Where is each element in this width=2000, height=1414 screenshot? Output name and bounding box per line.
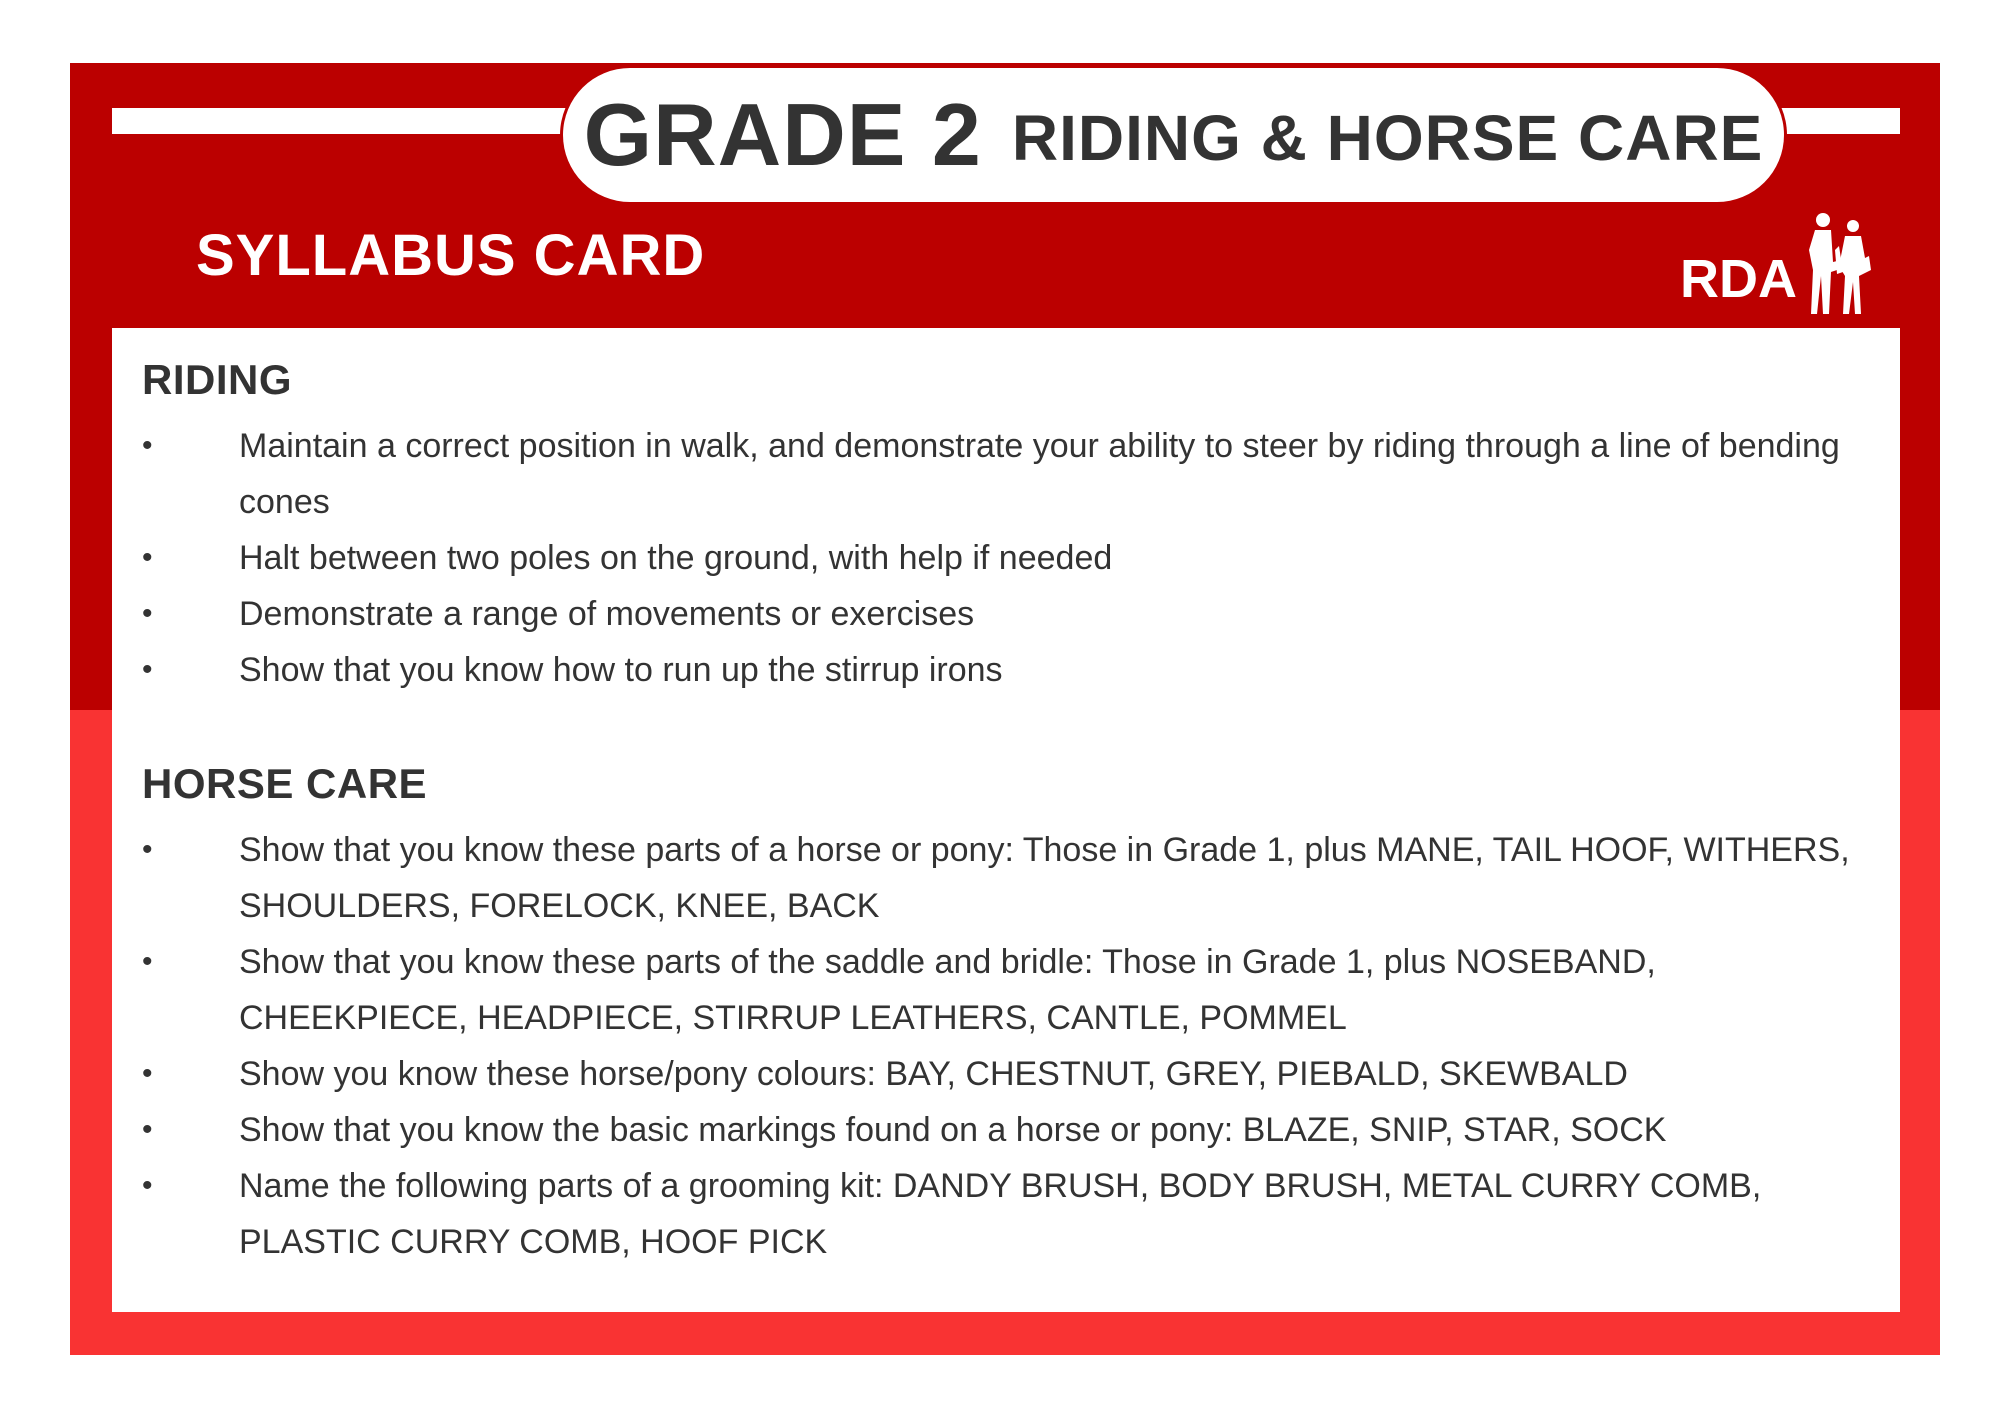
item-text: Show you know these horse/pony colours: BAY, CHESTNUT, GREY, PIEBALD, SKEWBALD <box>239 1055 1628 1093</box>
riding-heading: RIDING <box>142 356 292 403</box>
horse-rider-icon <box>1797 210 1877 320</box>
item-text: Maintain a correct position in walk, and demonstrate your ability to steer by riding through a line of bending cones <box>239 427 1840 521</box>
list-item <box>142 1046 1882 1102</box>
item-text: Show that you know the basic markings found on a horse or pony: BLAZE, SNIP, STAR, SOCK <box>239 1111 1667 1149</box>
rda-logo <box>1680 210 1877 320</box>
list-item <box>142 530 1882 586</box>
logo-text: RDA <box>1680 249 1797 309</box>
title-subject: RIDING & HORSE CARE <box>1011 102 1764 174</box>
list-item <box>142 586 1882 642</box>
riding-list <box>142 418 1882 698</box>
bullet: • <box>142 653 153 686</box>
bullet: • <box>142 833 153 866</box>
bullet: • <box>142 597 153 630</box>
title-banner <box>563 68 1784 202</box>
item-text: Halt between two poles on the ground, with help if needed <box>239 539 1113 577</box>
bullet: • <box>142 541 153 574</box>
item-text: Demonstrate a range of movements or exercises <box>239 595 975 633</box>
bullet: • <box>142 429 153 462</box>
item-text: Show that you know these parts of a horse or pony: Those in Grade 1, plus MANE, TAIL HOOF, WITHERS, SHOULDERS, FORELOCK, KNEE, BACK <box>239 831 1850 925</box>
subtitle-syllabus-card: SYLLABUS CARD <box>196 223 706 288</box>
list-item <box>142 418 1882 530</box>
item-text: Show that you know how to run up the stirrup irons <box>239 651 1003 689</box>
list-item <box>142 934 1882 1046</box>
horse-care-heading: HORSE CARE <box>142 760 428 807</box>
bullet: • <box>142 1113 153 1146</box>
item-text: Name the following parts of a grooming kit: DANDY BRUSH, BODY BRUSH, METAL CURRY COMB, PLASTIC CURRY COMB, HOOF PICK <box>239 1167 1762 1261</box>
header-stripe-left <box>112 108 602 134</box>
horse-care-list <box>142 822 1882 1270</box>
list-item <box>142 822 1882 934</box>
bullet: • <box>142 945 153 978</box>
bullet: • <box>142 1169 153 1202</box>
item-text: Show that you know these parts of the saddle and bridle: Those in Grade 1, plus NOSEBAND, CHEEKPIECE, HEADPIECE, STIRRUP LEATHERS, CANTLE, POMMEL <box>239 943 1656 1037</box>
content-panel <box>112 328 1900 1312</box>
list-item <box>142 1158 1882 1270</box>
title-grade: GRADE 2 <box>583 85 982 184</box>
list-item <box>142 642 1882 698</box>
list-item <box>142 1102 1882 1158</box>
bullet: • <box>142 1057 153 1090</box>
